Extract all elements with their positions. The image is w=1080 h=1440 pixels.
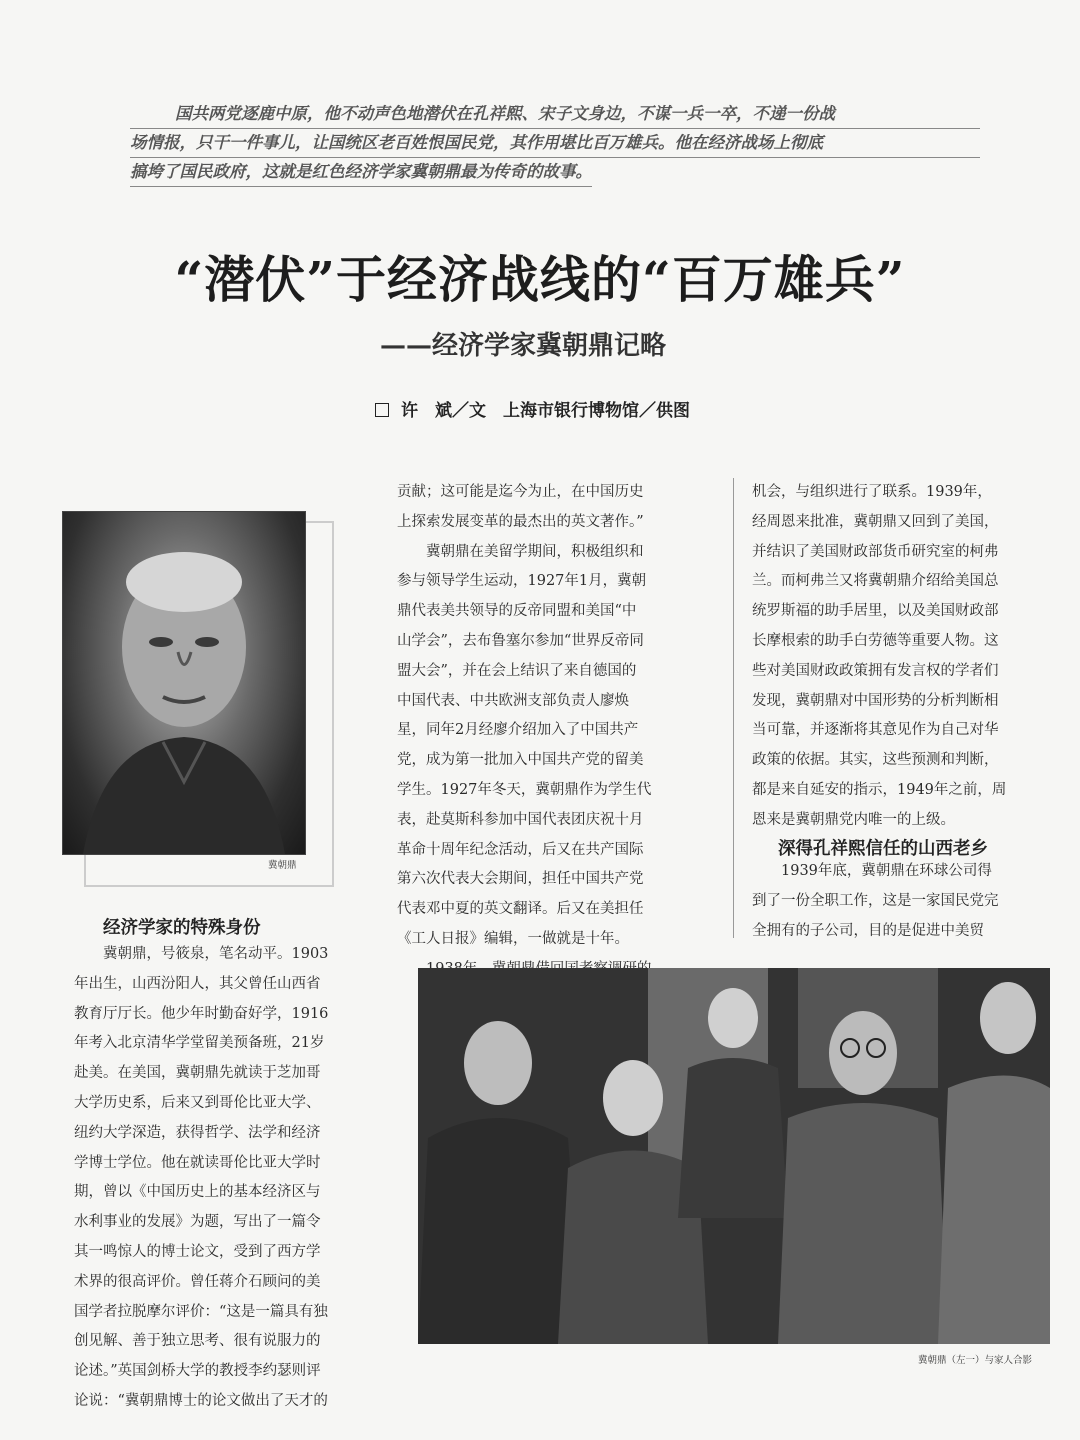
- text-column-3: [752, 478, 1070, 836]
- text-line: 全拥有的子公司，目的是促进中美贸: [752, 922, 984, 939]
- intro-paragraph: [130, 100, 980, 187]
- text-line: 大学历史系，后来又到哥伦比亚大学、: [74, 1094, 321, 1111]
- section-heading: 经济学家的特殊身份: [103, 918, 261, 938]
- text-line: 教育厅厅长。他少年时勤奋好学，1916: [74, 1005, 329, 1022]
- text-line: 水利事业的发展》为题，写出了一篇令: [74, 1214, 321, 1231]
- article-subtitle: ——经济学家冀朝鼎记略: [380, 331, 667, 361]
- text-line: 术界的很高评价。曾任蒋介石顾问的美: [74, 1273, 321, 1290]
- text-line: 都是来自延安的指示，1949年之前，周: [752, 781, 1007, 798]
- text-line: 发现，冀朝鼎对中国形势的分析判断相: [752, 692, 999, 709]
- portrait-figure: [63, 512, 305, 854]
- family-photo: [418, 968, 1050, 1344]
- intro-line: 搞垮了国民政府，这就是红色经济学家冀朝鼎最为传奇的故事。: [130, 158, 592, 187]
- text-line: 机会，与组织进行了联系。1939年，: [752, 484, 992, 500]
- text-line: 创见解、善于独立思考、很有说服力的: [74, 1333, 321, 1350]
- text-column-3-continued: [752, 857, 1070, 946]
- text-line: 国学者拉脱摩尔评价：“这是一篇具有独: [74, 1303, 328, 1320]
- photo-caption: 冀朝鼎（左一）与家人合影: [918, 1355, 1033, 1366]
- text-line: 表，赴莫斯科参加中国代表团庆祝十月: [397, 811, 644, 828]
- family-photo-figures: [418, 968, 1050, 1344]
- byline-text: 许 斌／文 上海市银行博物馆／供图: [401, 401, 690, 421]
- article-title: “潜伏”于经济战线的“百万雄兵”: [174, 250, 906, 309]
- text-line: 贡献；这可能是迄今为止，在中国历史: [397, 484, 644, 500]
- text-line: 赴美。在美国，冀朝鼎先就读于芝加哥: [74, 1065, 321, 1082]
- text-line: 年考入北京清华学堂留美预备班，21岁: [74, 1035, 325, 1052]
- intro-line: 国共两党逐鹿中原，他不动声色地潜伏在孔祥熙、宋子文身边，不谋一兵一卒，不递一份战: [130, 100, 980, 129]
- column-divider: [733, 478, 734, 938]
- text-line: 到了一份全职工作，这是一家国民党完: [752, 892, 999, 909]
- text-line: 鼎代表美共领导的反帝同盟和美国“中: [397, 603, 637, 620]
- text-line: 上探索发展变革的最杰出的英文著作。”: [397, 513, 644, 530]
- intro-line: 场情报，只干一件事儿，让国统区老百姓恨国民党，其作用堪比百万雄兵。他在经济战场上彻底: [130, 129, 980, 158]
- text-column-2: [397, 478, 717, 985]
- square-icon: [375, 403, 389, 417]
- text-line: 论说：“冀朝鼎博士的论文做出了天才的: [74, 1392, 328, 1409]
- text-line: 论述。”英国剑桥大学的教授李约瑟则评: [74, 1363, 321, 1380]
- text-line: 党，成为第一批加入中国共产党的留美: [397, 752, 644, 769]
- text-line: 些对美国财政政策拥有发言权的学者们: [752, 662, 999, 679]
- text-line: 冀朝鼎在美留学期间，积极组织和: [426, 543, 644, 560]
- section-heading: 深得孔祥熙信任的山西老乡: [778, 839, 988, 859]
- byline: [375, 396, 690, 421]
- text-line: 冀朝鼎，号筱泉，笔名动平。1903: [103, 946, 329, 962]
- text-line: 年出生，山西汾阳人，其父曾任山西省: [74, 975, 321, 992]
- text-line: 当可靠，并逐渐将其意见作为自己对华: [752, 722, 999, 739]
- text-line: 代表邓中夏的英文翻译。后又在美担任: [397, 901, 644, 918]
- text-line: 盟大会”，并在会上结识了来自德国的: [397, 662, 637, 679]
- text-column-1: [74, 940, 364, 1417]
- text-line: 学生。1927年冬天，冀朝鼎作为学生代: [397, 781, 652, 798]
- text-line: 中国代表、中共欧洲支部负责人廖焕: [397, 692, 629, 709]
- text-line: 星，同年2月经廖介绍加入了中国共产: [397, 722, 639, 739]
- text-line: 《工人日报》编辑，一做就是十年。: [397, 930, 629, 947]
- portrait-caption: 冀朝鼎: [268, 860, 297, 871]
- text-line: 其一鸣惊人的博士论文，受到了西方学: [74, 1243, 321, 1260]
- text-line: 经周恩来批准，冀朝鼎又回到了美国，: [752, 513, 999, 530]
- text-line: 1939年底，冀朝鼎在环球公司得: [781, 863, 992, 879]
- text-line: 纽约大学深造，获得哲学、法学和经济: [74, 1124, 321, 1141]
- text-line: 兰。而柯弗兰又将冀朝鼎介绍给美国总: [752, 573, 999, 590]
- text-line: 政策的依据。其实，这些预测和判断，: [752, 752, 999, 769]
- text-line: 革命十周年纪念活动，后又在共产国际: [397, 841, 644, 858]
- text-line: 并结识了美国财政部货币研究室的柯弗: [752, 543, 999, 560]
- text-line: 统罗斯福的助手居里，以及美国财政部: [752, 603, 999, 620]
- text-line: 参与领导学生运动，1927年1月，冀朝: [397, 573, 647, 590]
- text-line: 长摩根索的助手白劳德等重要人物。这: [752, 632, 999, 649]
- text-line: 山学会”，去布鲁塞尔参加“世界反帝同: [397, 632, 644, 649]
- text-line: 恩来是冀朝鼎党内唯一的上级。: [752, 811, 955, 828]
- text-line: 期，曾以《中国历史上的基本经济区与: [74, 1184, 321, 1201]
- portrait-photo: [62, 511, 306, 855]
- text-line: 学博士学位。他在就读哥伦比亚大学时: [74, 1154, 321, 1171]
- text-line: 第六次代表大会期间，担任中国共产党: [397, 871, 644, 888]
